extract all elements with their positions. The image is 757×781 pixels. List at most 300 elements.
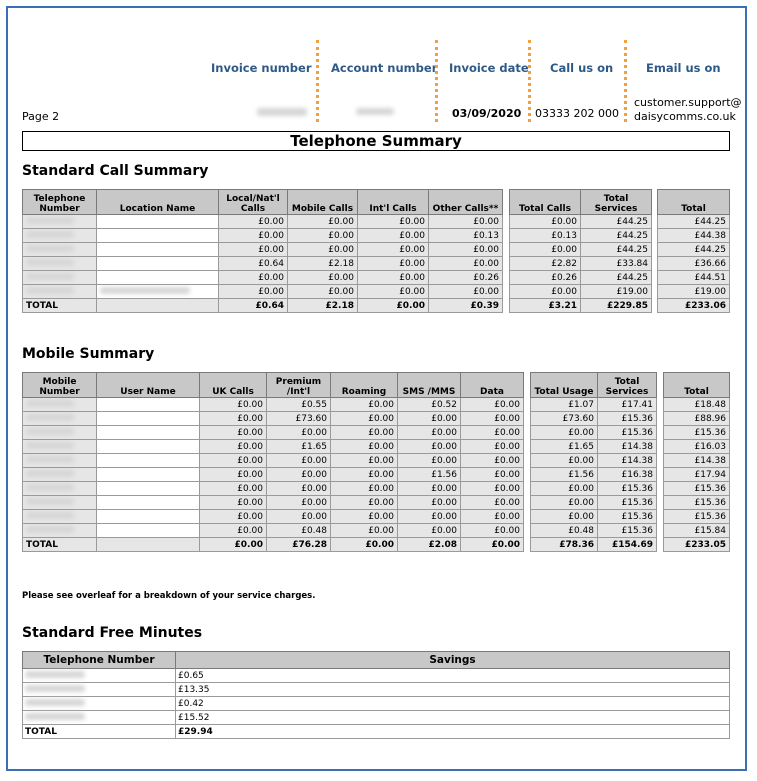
table-cell: £18.48 xyxy=(664,398,730,412)
table-row xyxy=(658,229,730,243)
header-separator xyxy=(316,40,319,122)
table-cell: £15.36 xyxy=(664,426,730,440)
table-cell: £44.25 xyxy=(581,243,652,257)
table-row xyxy=(23,496,524,510)
table-cell: £0.00 xyxy=(267,482,331,496)
table-cell: £17.94 xyxy=(664,468,730,482)
table-cell: £0.00 xyxy=(398,454,461,468)
telephone-number-cell xyxy=(23,711,176,725)
table-cell: £0.00 xyxy=(398,412,461,426)
user-name-cell xyxy=(97,496,200,510)
col-header: Roaming xyxy=(331,373,398,398)
redacted-value xyxy=(26,512,74,519)
invoice-number-label: Invoice number xyxy=(211,61,312,75)
col-header: Telephone Number xyxy=(23,190,97,215)
total-label: TOTAL xyxy=(23,538,97,552)
table-row xyxy=(658,257,730,271)
table-cell: £14.38 xyxy=(664,454,730,468)
table-cell: £0.00 xyxy=(219,271,288,285)
col-header: Total xyxy=(658,190,730,215)
table-row xyxy=(23,697,730,711)
location-name-cell xyxy=(97,215,219,229)
table-cell: £0.00 xyxy=(219,215,288,229)
total-label: TOTAL xyxy=(23,299,97,313)
user-name-cell xyxy=(97,468,200,482)
location-name-cell xyxy=(97,271,219,285)
table-cell: £15.36 xyxy=(664,510,730,524)
table-cell: £15.84 xyxy=(664,524,730,538)
table-cell: £0.00 xyxy=(331,496,398,510)
table-cell: £0.64 xyxy=(219,257,288,271)
telephone-number-cell xyxy=(23,669,176,683)
total-label: TOTAL xyxy=(23,725,176,739)
table-row xyxy=(658,243,730,257)
table-cell: £0.00 xyxy=(200,510,267,524)
table-row xyxy=(23,215,503,229)
table-cell: £15.36 xyxy=(598,482,657,496)
location-name-cell xyxy=(97,243,219,257)
table-row xyxy=(531,412,657,426)
table-cell: £0.00 xyxy=(510,243,581,257)
table-row xyxy=(658,285,730,299)
table-row xyxy=(531,454,657,468)
table-cell: £0.00 xyxy=(398,426,461,440)
table-cell: £44.25 xyxy=(581,229,652,243)
table-row xyxy=(23,271,503,285)
standard-call-summary-heading: Standard Call Summary xyxy=(22,163,209,179)
table-row xyxy=(658,215,730,229)
user-name-cell xyxy=(97,426,200,440)
table-cell: £0.00 xyxy=(398,440,461,454)
table-row xyxy=(664,440,730,454)
header-separator xyxy=(435,40,438,122)
table-cell: £0.00 xyxy=(288,271,358,285)
table-cell: £33.84 xyxy=(581,257,652,271)
table-cell: £0.00 xyxy=(267,454,331,468)
table-cell: £78.36 xyxy=(531,538,598,552)
table-cell: £0.26 xyxy=(429,271,503,285)
table-row xyxy=(664,510,730,524)
table-cell: £0.00 xyxy=(461,440,524,454)
table-cell: £0.00 xyxy=(331,412,398,426)
table-cell: £0.00 xyxy=(288,285,358,299)
col-header: Local/Nat'l Calls xyxy=(219,190,288,215)
table-cell: £0.00 xyxy=(461,412,524,426)
total-row xyxy=(531,538,657,552)
redacted-value xyxy=(100,287,190,294)
table-row xyxy=(510,229,652,243)
table-row xyxy=(510,215,652,229)
col-header: Other Calls** xyxy=(429,190,503,215)
table-cell: £1.56 xyxy=(531,468,598,482)
table-cell: £2.18 xyxy=(288,257,358,271)
col-header: Data xyxy=(461,373,524,398)
user-name-cell xyxy=(97,454,200,468)
table-cell: £17.41 xyxy=(598,398,657,412)
user-name-cell xyxy=(97,440,200,454)
table-cell: £0.00 xyxy=(531,426,598,440)
table-cell: £0.00 xyxy=(288,243,358,257)
table-cell: £0.00 xyxy=(358,215,429,229)
table-cell: £0.00 xyxy=(200,482,267,496)
table-row xyxy=(658,271,730,285)
account-number-redacted xyxy=(356,108,394,115)
telephone-number-cell xyxy=(23,271,97,285)
redacted-value xyxy=(26,287,74,294)
redacted-value xyxy=(25,685,85,692)
table-row xyxy=(531,496,657,510)
table-cell: £0.00 xyxy=(267,496,331,510)
col-header: Total Services xyxy=(581,190,652,215)
table-cell: £0.00 xyxy=(358,243,429,257)
invoice-number-redacted xyxy=(257,108,307,116)
table-cell: £0.00 xyxy=(331,426,398,440)
table-cell: £0.00 xyxy=(331,454,398,468)
redacted-value xyxy=(26,484,74,491)
col-header: Int'l Calls xyxy=(358,190,429,215)
mobile-number-cell xyxy=(23,482,97,496)
table-cell: £0.00 xyxy=(331,440,398,454)
table-cell: £0.00 xyxy=(461,538,524,552)
redacted-value xyxy=(25,713,85,720)
table-row xyxy=(23,711,730,725)
table-cell: £0.13 xyxy=(429,229,503,243)
redacted-value xyxy=(26,456,74,463)
table-cell: £0.00 xyxy=(461,524,524,538)
mobile-number-cell xyxy=(23,510,97,524)
table-cell: £0.64 xyxy=(219,299,288,313)
table-row xyxy=(510,271,652,285)
redacted-value xyxy=(26,231,74,238)
table-cell: £73.60 xyxy=(531,412,598,426)
table-cell: £1.56 xyxy=(398,468,461,482)
table-row xyxy=(531,524,657,538)
table-cell: £0.26 xyxy=(510,271,581,285)
table-cell: £19.00 xyxy=(658,285,730,299)
table-cell: £0.00 xyxy=(200,468,267,482)
redacted-value xyxy=(26,259,74,266)
table-cell: £19.00 xyxy=(581,285,652,299)
table-cell: £0.00 xyxy=(398,482,461,496)
table-cell: £0.00 xyxy=(200,496,267,510)
table-cell: £0.00 xyxy=(200,426,267,440)
col-header: Total xyxy=(664,373,730,398)
user-name-cell xyxy=(97,398,200,412)
telephone-number-cell xyxy=(23,683,176,697)
table-cell: £0.52 xyxy=(398,398,461,412)
table-row xyxy=(531,440,657,454)
table-cell: £0.13 xyxy=(510,229,581,243)
table-cell: £3.21 xyxy=(510,299,581,313)
total-row xyxy=(510,299,652,313)
mobile-totals-table xyxy=(530,372,657,552)
mobile-grand-total-table xyxy=(663,372,730,552)
table-row xyxy=(23,243,503,257)
table-cell: £0.00 xyxy=(461,510,524,524)
table-cell: £0.00 xyxy=(200,398,267,412)
table-cell xyxy=(97,299,219,313)
table-cell: £16.03 xyxy=(664,440,730,454)
total-row xyxy=(658,299,730,313)
table-row xyxy=(531,482,657,496)
redacted-value xyxy=(26,273,74,280)
service-charges-note: Please see overleaf for a breakdown of your service charges. xyxy=(22,591,316,601)
table-cell: £44.25 xyxy=(581,215,652,229)
table-cell: £36.66 xyxy=(658,257,730,271)
user-name-cell xyxy=(97,524,200,538)
col-header: User Name xyxy=(97,373,200,398)
col-header: Savings xyxy=(176,652,730,669)
table-cell: £0.00 xyxy=(219,243,288,257)
table-row xyxy=(23,482,524,496)
table-cell: £0.00 xyxy=(531,496,598,510)
table-row xyxy=(664,412,730,426)
user-name-cell xyxy=(97,482,200,496)
table-cell: £0.00 xyxy=(358,271,429,285)
table-cell: £0.00 xyxy=(331,468,398,482)
col-header: Mobile Calls xyxy=(288,190,358,215)
table-cell: £233.06 xyxy=(658,299,730,313)
redacted-value xyxy=(25,671,85,678)
table-row xyxy=(23,285,503,299)
total-row xyxy=(664,538,730,552)
table-cell: £44.25 xyxy=(658,243,730,257)
table-cell: £15.36 xyxy=(598,412,657,426)
table-cell: £1.07 xyxy=(531,398,598,412)
table-row xyxy=(23,257,503,271)
table-cell: £15.36 xyxy=(664,482,730,496)
table-cell: £0.00 xyxy=(219,285,288,299)
table-cell: £0.00 xyxy=(510,215,581,229)
savings-cell: £15.52 xyxy=(176,711,730,725)
email-value-line1[interactable]: customer.support@ xyxy=(634,96,742,109)
table-row xyxy=(531,426,657,440)
table-cell: £0.00 xyxy=(219,229,288,243)
col-header: Telephone Number xyxy=(23,652,176,669)
table-cell xyxy=(97,538,200,552)
table-cell: £15.36 xyxy=(598,510,657,524)
table-cell: £0.00 xyxy=(288,215,358,229)
location-name-cell xyxy=(97,285,219,299)
mobile-number-cell xyxy=(23,426,97,440)
table-row xyxy=(664,426,730,440)
page-number: Page 2 xyxy=(22,110,60,123)
mobile-number-cell xyxy=(23,496,97,510)
col-header: Total Calls xyxy=(510,190,581,215)
total-row xyxy=(23,725,730,739)
table-cell: £0.00 xyxy=(200,412,267,426)
col-header: Premium /Int'l xyxy=(267,373,331,398)
invoice-date-value: 03/09/2020 xyxy=(452,107,522,120)
table-cell: £0.00 xyxy=(398,510,461,524)
table-cell: £0.00 xyxy=(288,229,358,243)
mobile-number-cell xyxy=(23,524,97,538)
table-cell: £0.00 xyxy=(267,426,331,440)
table-cell: £0.00 xyxy=(429,215,503,229)
table-cell: £0.00 xyxy=(461,398,524,412)
table-row xyxy=(664,398,730,412)
table-cell: £44.25 xyxy=(581,271,652,285)
table-cell: £0.00 xyxy=(200,440,267,454)
user-name-cell xyxy=(97,412,200,426)
table-cell: £0.00 xyxy=(461,426,524,440)
table-row xyxy=(23,398,524,412)
call-us-label: Call us on xyxy=(550,61,614,75)
telephone-number-cell xyxy=(23,285,97,299)
standard-call-table xyxy=(22,189,503,313)
table-cell: £0.00 xyxy=(398,496,461,510)
table-cell: £15.36 xyxy=(598,426,657,440)
table-cell: £0.00 xyxy=(331,538,398,552)
table-row xyxy=(531,398,657,412)
table-cell: £1.65 xyxy=(267,440,331,454)
table-cell: £0.00 xyxy=(358,299,429,313)
table-row xyxy=(664,496,730,510)
mobile-number-cell xyxy=(23,412,97,426)
table-cell: £76.28 xyxy=(267,538,331,552)
table-cell: £0.00 xyxy=(331,482,398,496)
table-cell: £233.05 xyxy=(664,538,730,552)
telephone-number-cell xyxy=(23,243,97,257)
table-cell: £0.55 xyxy=(267,398,331,412)
email-label: Email us on xyxy=(646,61,721,75)
redacted-value xyxy=(26,217,74,224)
table-cell: £14.38 xyxy=(598,454,657,468)
table-cell: £0.00 xyxy=(200,454,267,468)
free-minutes-heading: Standard Free Minutes xyxy=(22,625,203,641)
table-cell: £0.00 xyxy=(429,257,503,271)
table-row xyxy=(23,454,524,468)
redacted-value xyxy=(26,400,74,407)
table-cell: £0.00 xyxy=(267,510,331,524)
table-cell: £15.36 xyxy=(598,524,657,538)
table-row xyxy=(23,510,524,524)
savings-total: £29.94 xyxy=(176,725,730,739)
col-header: Total Services xyxy=(598,373,657,398)
mobile-number-cell xyxy=(23,440,97,454)
table-row xyxy=(510,243,652,257)
standard-call-grand-total-table xyxy=(657,189,730,313)
telephone-summary-title: Telephone Summary xyxy=(22,131,730,151)
savings-cell: £0.65 xyxy=(176,669,730,683)
savings-cell: £0.42 xyxy=(176,697,730,711)
mobile-summary-heading: Mobile Summary xyxy=(22,346,155,362)
table-cell: £0.48 xyxy=(531,524,598,538)
table-row xyxy=(23,440,524,454)
telephone-number-cell xyxy=(23,229,97,243)
table-cell: £0.00 xyxy=(461,468,524,482)
table-cell: £15.36 xyxy=(664,496,730,510)
table-row xyxy=(531,468,657,482)
mobile-number-cell xyxy=(23,454,97,468)
table-cell: £154.69 xyxy=(598,538,657,552)
col-header: Mobile Number xyxy=(23,373,97,398)
mobile-number-cell xyxy=(23,398,97,412)
table-row xyxy=(531,510,657,524)
table-cell: £0.00 xyxy=(461,454,524,468)
table-cell: £44.25 xyxy=(658,215,730,229)
table-row xyxy=(510,285,652,299)
table-cell: £0.00 xyxy=(358,285,429,299)
table-row xyxy=(23,229,503,243)
table-cell: £2.08 xyxy=(398,538,461,552)
header-separator xyxy=(624,40,627,122)
standard-call-totals-table xyxy=(509,189,652,313)
table-cell: £0.00 xyxy=(331,510,398,524)
table-row xyxy=(23,468,524,482)
redacted-value xyxy=(25,699,85,706)
redacted-value xyxy=(26,442,74,449)
phone-value[interactable]: 03333 202 000 xyxy=(535,107,619,120)
table-cell: £0.00 xyxy=(200,538,267,552)
table-cell: £0.00 xyxy=(358,257,429,271)
table-cell: £1.65 xyxy=(531,440,598,454)
table-row xyxy=(664,524,730,538)
col-header: SMS /MMS xyxy=(398,373,461,398)
redacted-value xyxy=(26,414,74,421)
table-cell: £0.00 xyxy=(531,510,598,524)
free-minutes-table xyxy=(22,651,730,739)
redacted-value xyxy=(26,428,74,435)
redacted-value xyxy=(26,498,74,505)
redacted-value xyxy=(26,470,74,477)
table-cell: £16.38 xyxy=(598,468,657,482)
table-cell: £14.38 xyxy=(598,440,657,454)
table-cell: £15.36 xyxy=(598,496,657,510)
mobile-table xyxy=(22,372,524,552)
table-cell: £0.00 xyxy=(267,468,331,482)
telephone-number-cell xyxy=(23,215,97,229)
table-cell: £0.00 xyxy=(398,524,461,538)
table-cell: £0.48 xyxy=(267,524,331,538)
invoice-date-label: Invoice date xyxy=(449,61,529,75)
location-name-cell xyxy=(97,257,219,271)
table-cell: £0.00 xyxy=(200,524,267,538)
table-cell: £2.18 xyxy=(288,299,358,313)
col-header: Total Usage xyxy=(531,373,598,398)
redacted-value xyxy=(26,526,74,533)
table-cell: £0.00 xyxy=(531,482,598,496)
col-header: Location Name xyxy=(97,190,219,215)
table-cell: £0.00 xyxy=(531,454,598,468)
table-cell: £44.51 xyxy=(658,271,730,285)
table-cell: £73.60 xyxy=(267,412,331,426)
table-cell: £0.00 xyxy=(331,398,398,412)
table-row xyxy=(23,412,524,426)
account-number-label: Account number xyxy=(331,61,438,75)
total-row xyxy=(23,299,503,313)
table-cell: £229.85 xyxy=(581,299,652,313)
email-value-line2[interactable]: daisycomms.co.uk xyxy=(634,110,736,123)
table-cell: £0.00 xyxy=(358,229,429,243)
table-cell: £44.38 xyxy=(658,229,730,243)
table-cell: £0.00 xyxy=(429,243,503,257)
table-row xyxy=(664,454,730,468)
table-cell: £0.00 xyxy=(461,496,524,510)
header-separator xyxy=(528,40,531,122)
mobile-number-cell xyxy=(23,468,97,482)
telephone-number-cell xyxy=(23,697,176,711)
col-header: UK Calls xyxy=(200,373,267,398)
table-row xyxy=(23,426,524,440)
table-row xyxy=(664,482,730,496)
table-cell: £0.00 xyxy=(429,285,503,299)
table-row xyxy=(23,524,524,538)
total-row xyxy=(23,538,524,552)
table-row xyxy=(23,683,730,697)
table-cell: £0.39 xyxy=(429,299,503,313)
table-cell: £0.00 xyxy=(331,524,398,538)
